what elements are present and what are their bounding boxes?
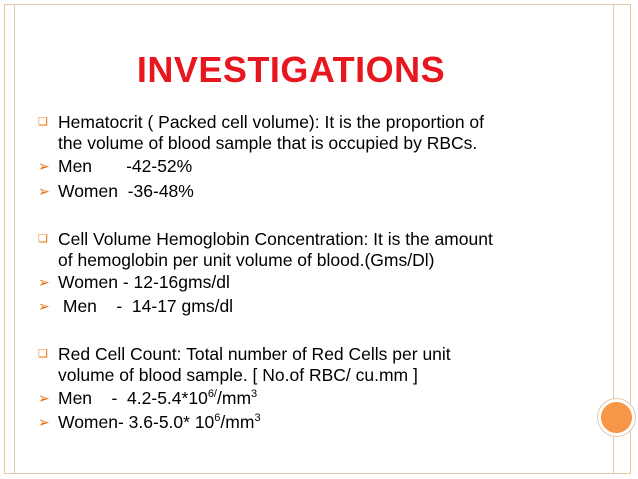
bullet-text-line: Men - 14-17 gms/dl — [58, 296, 234, 316]
bullet-men-rbc — [38, 388, 578, 409]
superscript-exponent: 6/ — [207, 388, 217, 401]
unit-text: /mm — [217, 388, 252, 408]
arrowhead-bullet-icon: ➢ — [38, 158, 50, 174]
superscript-unit-power: 3 — [251, 388, 258, 401]
bullet-hemoglobin — [38, 229, 578, 271]
orange-square-bullet-icon: ❏ — [38, 116, 48, 128]
bullet-women-rbc — [38, 412, 578, 433]
arrowhead-bullet-icon: ➢ — [38, 298, 50, 314]
bullet-text-line: Cell Volume Hemoglobin Concentration: It is the amount — [58, 229, 493, 249]
superscript-exponent: 6 — [214, 412, 221, 425]
bullet-text-line: Women -36-48% — [58, 181, 194, 201]
arrowhead-bullet-icon: ➢ — [38, 390, 50, 406]
bullet-text-line: Women - 12-16gms/dl — [58, 272, 230, 292]
unit-text: /mm — [220, 412, 255, 432]
bullet-text-line — [58, 388, 578, 409]
bullet-red-cell-count — [38, 344, 578, 386]
bullet-text-line: Red Cell Count: Total number of Red Cells per unit — [58, 344, 451, 364]
bullet-women-hemoglobin — [38, 272, 578, 293]
value-text: Women- 3.6-5.0* 10 — [58, 412, 215, 432]
bullet-text-line — [58, 412, 578, 433]
arrowhead-bullet-icon: ➢ — [38, 183, 50, 199]
bullet-text-line: volume of blood sample. [ No.of RBC/ cu.mm ] — [58, 365, 418, 385]
bullet-text-line: the volume of blood sample that is occupied by RBCs. — [58, 133, 478, 153]
superscript-unit-power: 3 — [254, 412, 261, 425]
slide-title: INVESTIGATIONS — [136, 49, 446, 90]
arrowhead-bullet-icon: ➢ — [38, 274, 50, 290]
orange-square-bullet-icon: ❏ — [38, 233, 48, 245]
bullet-men-hematocrit — [38, 156, 578, 177]
bullet-text-line: Hematocrit ( Packed cell volume): It is the proportion of — [58, 112, 485, 132]
bullet-text-line: of hemoglobin per unit volume of blood.(Gms/Dl) — [58, 250, 435, 270]
bullet-women-hematocrit — [38, 181, 578, 202]
bullet-men-hemoglobin — [38, 296, 578, 317]
orange-square-bullet-icon: ❏ — [38, 348, 48, 360]
value-text: Men - 4.2-5.4*10 — [58, 388, 208, 408]
bullet-text-line: Men -42-52% — [58, 156, 193, 176]
arrowhead-bullet-icon: ➢ — [38, 414, 50, 430]
bullet-hematocrit — [38, 112, 578, 154]
